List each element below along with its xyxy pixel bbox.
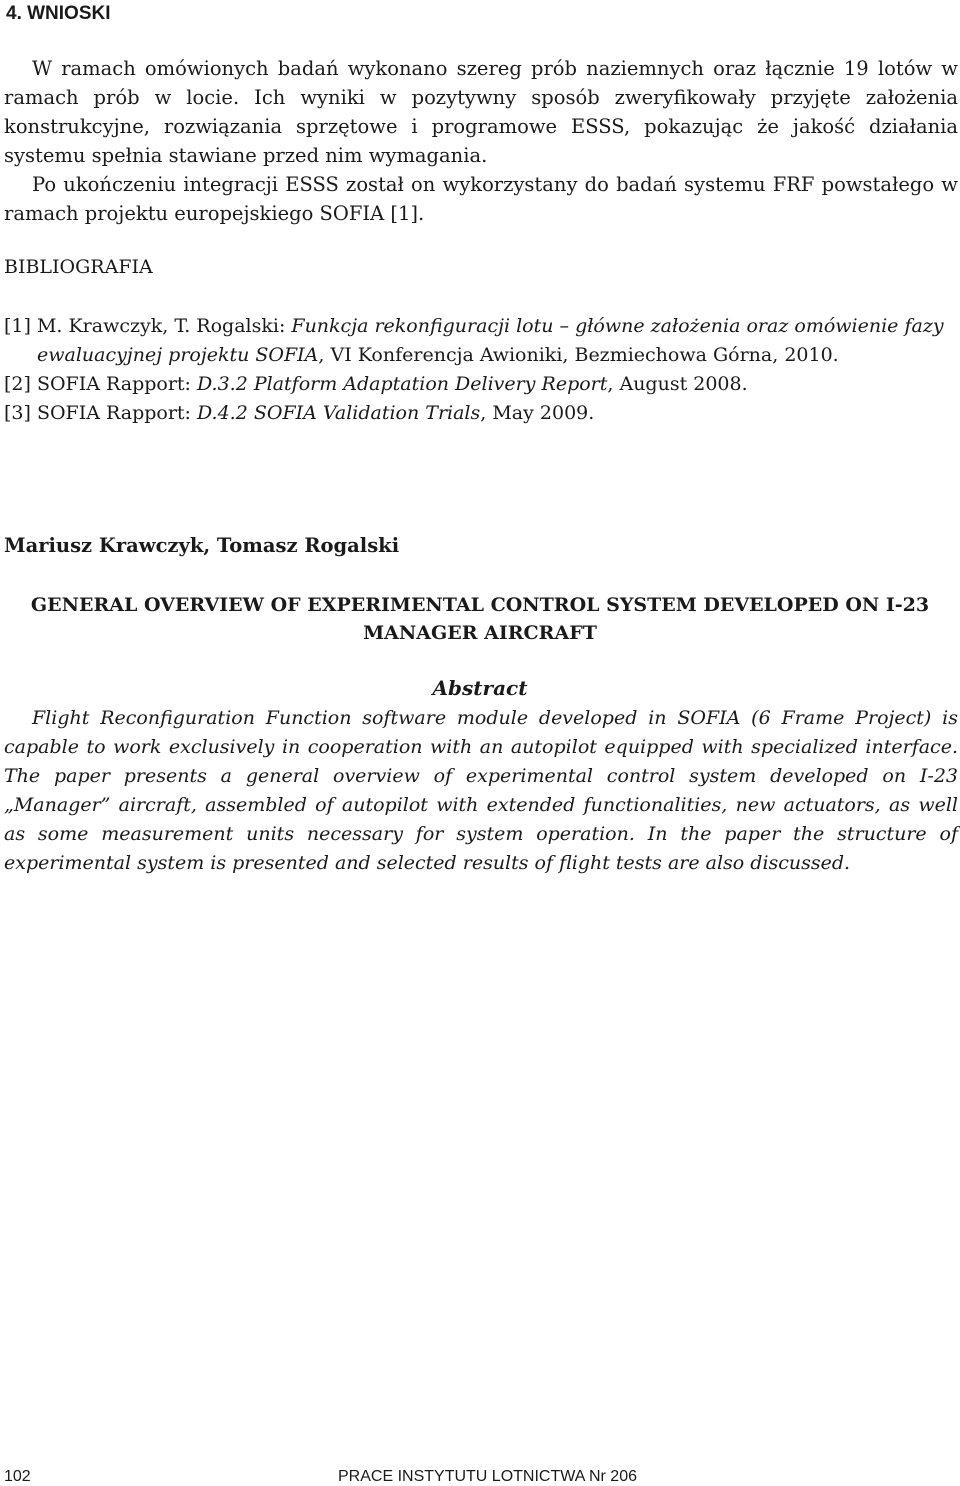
section-heading: 4. WNIOSKI: [6, 3, 111, 24]
abstract-text: Flight Reconfiguration Function software module developed in SOFIA (6 Frame Project) is capable to work exclusively in cooperation with an autopilot equipped with specialized interface. The paper presents a general overview of experimental control system developed on I-23 „Manager” aircraft, assembled of autopilot with extended functionalities, new actuators, as well as some measurement units necessary for system operation. In the paper the structure of experimental system is presented and selected results of flight tests are also discussed.: [4, 707, 958, 874]
reference-item: [4, 399, 958, 428]
english-title-line-2: MANAGER AIRCRAFT: [363, 622, 597, 644]
reference-prefix: [3] SOFIA Rapport:: [4, 402, 197, 424]
reference-title: Funkcja rekonfiguracji lotu – główne założenia oraz omówienie fazy ewaluacyjnej projektu SOFIA: [37, 315, 944, 366]
english-authors: Mariusz Krawczyk, Tomasz Rogalski: [4, 534, 400, 557]
bibliography-heading: BIBLIOGRAFIA: [4, 256, 153, 278]
reference-suffix: , May 2009.: [480, 402, 595, 424]
reference-suffix: , August 2008.: [607, 373, 748, 395]
abstract-heading: Abstract: [432, 676, 528, 700]
reference-title: D.3.2 Platform Adaptation Delivery Report: [197, 373, 608, 395]
reference-suffix: , VI Konferencja Awioniki, Bezmiechowa Górna, 2010.: [318, 344, 839, 366]
reference-prefix: [1] M. Krawczyk, T. Rogalski:: [4, 315, 292, 337]
reference-prefix: [2] SOFIA Rapport:: [4, 373, 197, 395]
footer-journal-name: PRACE INSTYTUTU LOTNICTWA Nr 206: [338, 1468, 637, 1485]
footer-page-number: 102: [4, 1468, 31, 1485]
english-title: [0, 591, 960, 647]
reference-item: [4, 312, 958, 370]
reference-item: [4, 370, 958, 399]
english-title-line-1: GENERAL OVERVIEW OF EXPERIMENTAL CONTROL SYSTEM DEVELOPED ON I-23: [30, 594, 930, 616]
conclusions-paragraph-2: Po ukończeniu integracji ESSS został on wykorzystany do badań systemu FRF powstałego w ramach projektu europejskiego SOFIA [1].: [4, 173, 958, 225]
reference-title: D.4.2 SOFIA Validation Trials: [197, 402, 481, 424]
bibliography-list: [4, 312, 958, 428]
conclusions-paragraph-1: W ramach omówionych badań wykonano szereg prób naziemnych oraz łącznie 19 lotów w ramach prób w locie. Ich wyniki w pozytywny sposób zweryfikowały przyjęte założenia konstrukcyjne, rozwiązania sprzętowe i programowe ESSS, pokazując że jakość działania systemu spełnia stawiane przed nim wymagania.: [4, 57, 958, 167]
